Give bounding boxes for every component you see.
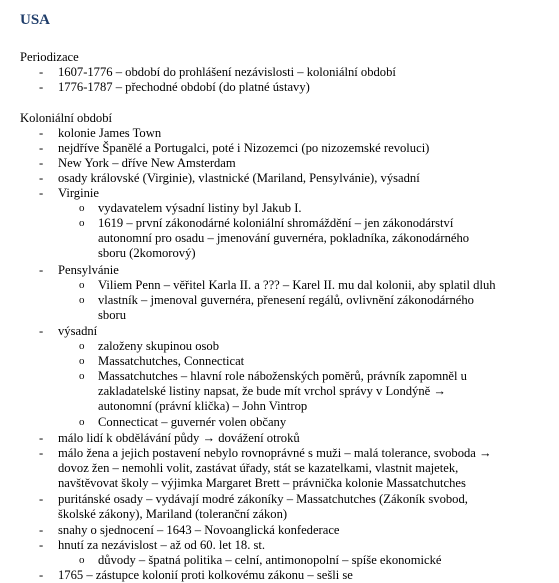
dash-bullet: - bbox=[39, 492, 44, 506]
dash-bullet: - bbox=[39, 171, 44, 185]
list-item: 1607-1776 – období do prohlášení nezávislosti – koloniální období bbox=[58, 65, 396, 79]
list-item: málo lidí k obdělávání půdy → dovážení otroků bbox=[58, 431, 300, 445]
list-item: nejdříve Španělé a Portugalci, poté i Nizozemci (po nizozemské revoluci) bbox=[58, 141, 430, 155]
list-item: snahy o sjednocení – 1643 – Novoanglická konfederace bbox=[58, 523, 340, 537]
sub-list-item-continuation: sboru (2komorový) bbox=[98, 246, 196, 260]
list-item: kolonie James Town bbox=[58, 126, 162, 140]
dash-bullet: - bbox=[39, 568, 44, 582]
dash-bullet: - bbox=[39, 65, 44, 79]
list-item: 1776-1787 – přechodné období (do platné ústavy) bbox=[58, 80, 310, 94]
list-item: Pensylvánie bbox=[58, 263, 119, 277]
dash-bullet: - bbox=[39, 431, 44, 445]
sub-list-item-continuation: zakladatelské listiny napsat, že bude mít vrchol správy v Londýně → bbox=[98, 384, 446, 398]
list-item-continuation: navštěvovat školy – výjimka Margaret Brett – právnička kolonie Massatchutches bbox=[58, 476, 466, 490]
list-item-continuation: školské zákony), Mariland (toleranční zákon) bbox=[58, 507, 288, 521]
circle-bullet: o bbox=[79, 355, 85, 367]
document-title: USA bbox=[20, 12, 51, 28]
section-heading: Periodizace bbox=[20, 50, 79, 64]
sub-list-item: Viliem Penn – věřitel Karla II. a ??? – Karel II. mu dal kolonii, aby splatil dluh bbox=[98, 278, 496, 292]
list-item: puritánské osady – vydávají modré zákoníky – Massatchutches (Zákoník svobod, bbox=[58, 492, 468, 506]
circle-bullet: o bbox=[79, 370, 85, 382]
list-item-continuation: dovoz žen – nemohli volit, zastávat úřady, stát se kazatelkami, vlastnit majetek, bbox=[58, 461, 459, 475]
dash-bullet: - bbox=[39, 80, 44, 94]
sub-list-item: důvody – špatná politika – celní, antimonopolní – spíše ekonomické bbox=[98, 553, 442, 567]
sub-list-item: vlastník – jmenoval guvernéra, přenesení regálů, ovlivnění zákonodárného bbox=[98, 293, 474, 307]
circle-bullet: o bbox=[79, 279, 85, 291]
list-item: hnutí za nezávislost – až od 60. let 18. st. bbox=[58, 538, 266, 552]
dash-bullet: - bbox=[39, 156, 44, 170]
sub-list-item-continuation: autonomní pro osadu – jmenování guvernéra, pokladníka, zákonodárného bbox=[98, 231, 470, 245]
sub-list-item-continuation: sboru bbox=[98, 308, 126, 322]
circle-bullet: o bbox=[79, 294, 85, 306]
circle-bullet: o bbox=[79, 554, 85, 566]
list-item: New York – dříve New Amsterdam bbox=[58, 156, 236, 170]
list-item: málo žena a jejich postavení nebylo rovnoprávné s muži – malá tolerance, svoboda → bbox=[58, 446, 492, 460]
dash-bullet: - bbox=[39, 324, 44, 338]
sub-list-item-continuation: autonomní (právní klička) – John Vintrop bbox=[98, 399, 308, 413]
sub-list-item: založeny skupinou osob bbox=[98, 339, 220, 353]
list-item: výsadní bbox=[58, 324, 98, 338]
sub-list-item: vydavatelem výsadní listiny byl Jakub I. bbox=[98, 201, 302, 215]
circle-bullet: o bbox=[79, 217, 85, 229]
circle-bullet: o bbox=[79, 340, 85, 352]
dash-bullet: - bbox=[39, 263, 44, 277]
sub-list-item: Massatchutches – hlavní role náboženských poměrů, právník zapomněl u bbox=[98, 369, 467, 383]
sub-list-item: 1619 – první zákonodárné koloniální shromáždění – jen zákonodárství bbox=[98, 216, 454, 230]
list-item: 1765 – zástupce kolonií proti kolkovému zákonu – sešli se bbox=[58, 568, 353, 582]
dash-bullet: - bbox=[39, 523, 44, 537]
list-item: osady královské (Virginie), vlastnické (Mariland, Pensylvánie), výsadní bbox=[58, 171, 420, 185]
list-item: Virginie bbox=[58, 186, 99, 200]
circle-bullet: o bbox=[79, 416, 85, 428]
dash-bullet: - bbox=[39, 126, 44, 140]
sub-list-item: Connecticat – guvernér volen občany bbox=[98, 415, 287, 429]
dash-bullet: - bbox=[39, 141, 44, 155]
section-heading: Koloniální období bbox=[20, 111, 112, 125]
dash-bullet: - bbox=[39, 446, 44, 460]
sub-list-item: Massatchutches, Connecticat bbox=[98, 354, 245, 368]
circle-bullet: o bbox=[79, 202, 85, 214]
dash-bullet: - bbox=[39, 186, 44, 200]
dash-bullet: - bbox=[39, 538, 44, 552]
